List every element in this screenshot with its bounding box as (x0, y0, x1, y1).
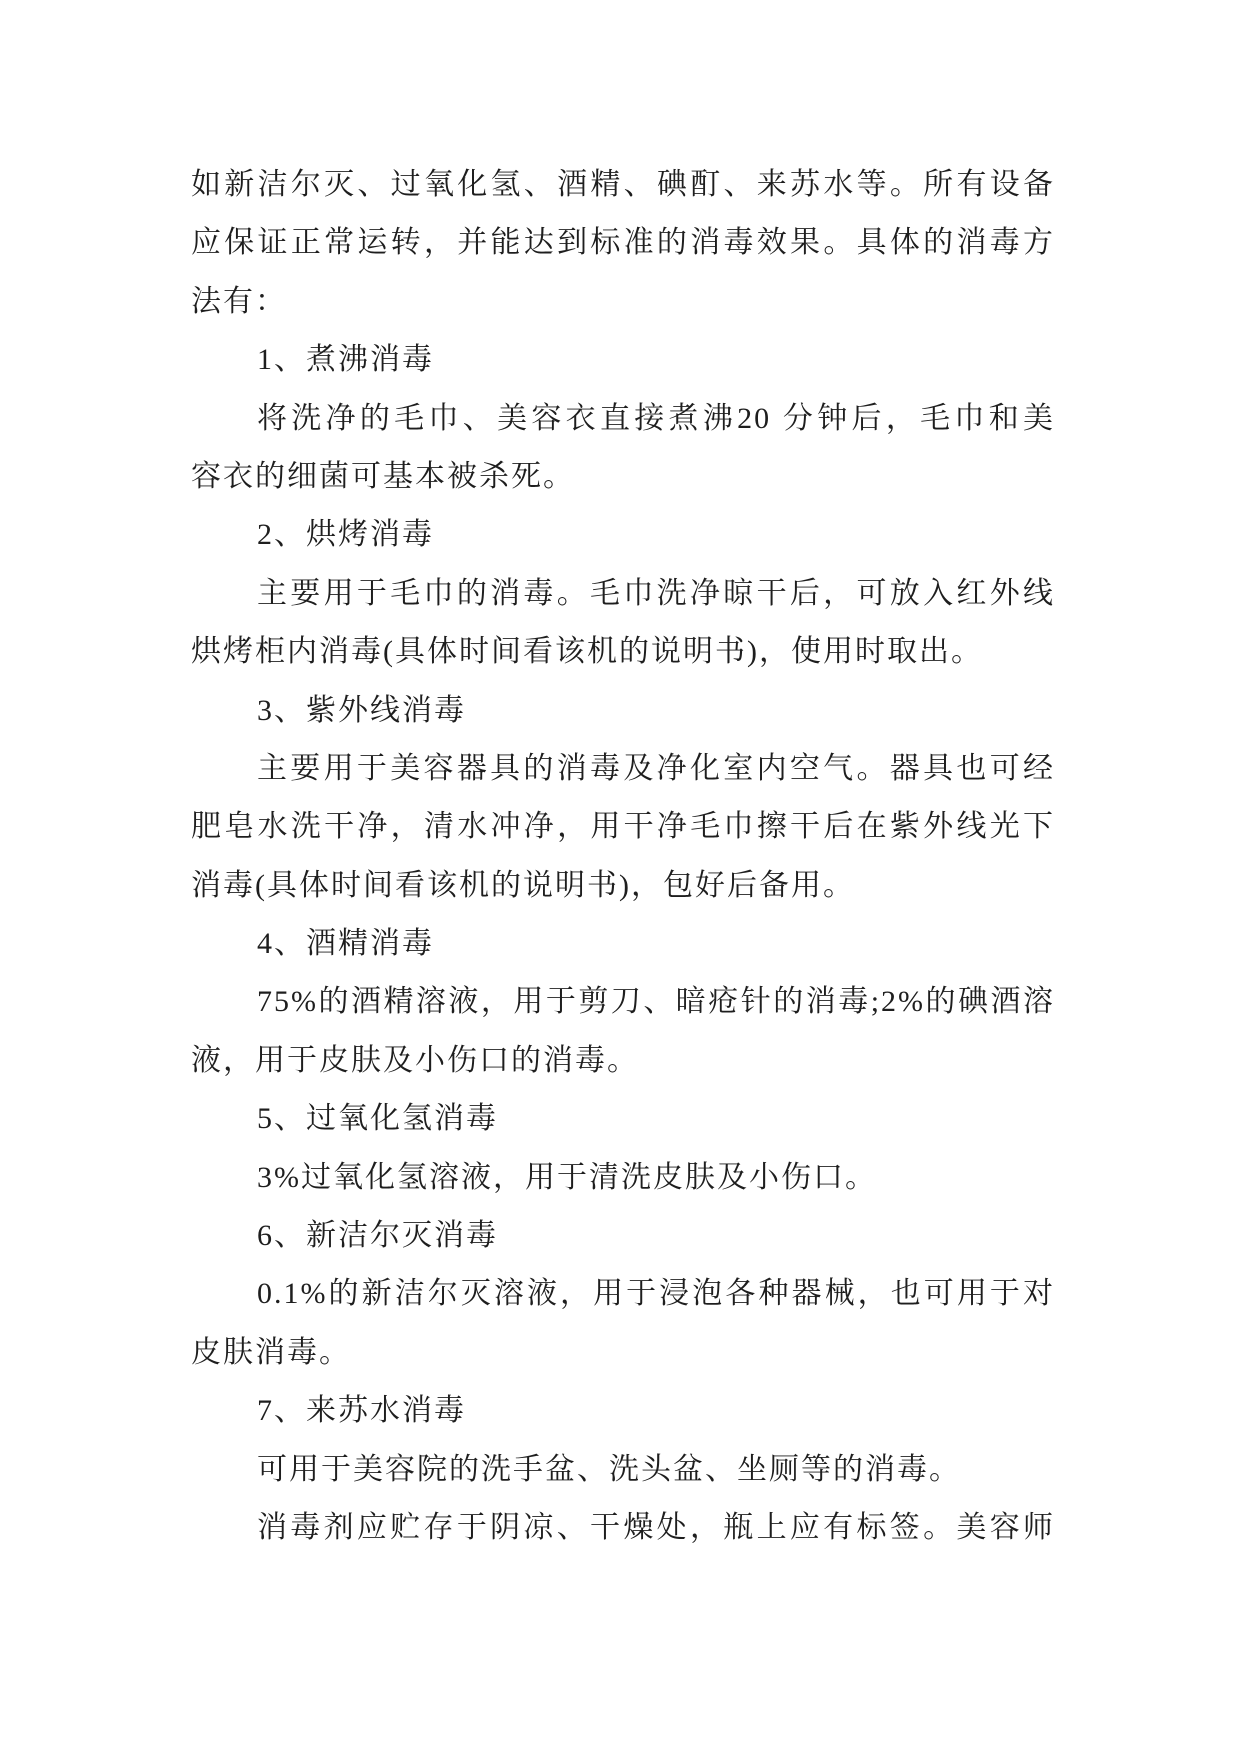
text-line: 0.1%的新洁尔灭溶液，用于浸泡各种器械，也可用于对 (257, 1277, 1055, 1311)
text-line: 肥皂水洗干净，清水冲净，用干净毛巾擦干后在紫外线光下 (191, 810, 1055, 844)
text-line: 将洗净的毛巾、美容衣直接煮沸20 分钟后，毛巾和美 (257, 401, 1055, 435)
section-heading (191, 1090, 1055, 1148)
text-line: 消毒剂应贮存于阴凉、干燥处，瓶上应有标签。美容师 (257, 1510, 1055, 1544)
text-line: 烘烤柜内消毒(具体时间看该机的说明书)，使用时取出。 (191, 635, 983, 669)
text-line: 容衣的细菌可基本被杀死。 (191, 459, 575, 493)
text-line: 6、新洁尔灭消毒 (257, 1219, 498, 1253)
body-paragraph (191, 390, 1055, 507)
text-line: 皮肤消毒。 (191, 1335, 351, 1369)
text-line: 应保证正常运转，并能达到标准的消毒效果。具体的消毒方 (191, 226, 1055, 260)
body-paragraph (191, 565, 1055, 682)
body-paragraph (191, 973, 1055, 1090)
text-line: 7、来苏水消毒 (257, 1394, 466, 1428)
section-heading (191, 1382, 1055, 1440)
document-body (191, 156, 1055, 1557)
body-paragraph (191, 1265, 1055, 1382)
text-line: 3、紫外线消毒 (257, 693, 466, 727)
text-line: 可用于美容院的洗手盆、洗头盆、坐厕等的消毒。 (257, 1452, 961, 1486)
text-line: 3%过氧化氢溶液，用于清洗皮肤及小伤口。 (257, 1160, 877, 1194)
text-line: 主要用于美容器具的消毒及净化室内空气。器具也可经 (257, 751, 1055, 785)
body-paragraph (191, 740, 1055, 915)
body-paragraph (191, 1499, 1055, 1557)
text-line: 5、过氧化氢消毒 (257, 1102, 498, 1136)
continued-paragraph (191, 156, 1055, 331)
text-line: 2、烘烤消毒 (257, 518, 434, 552)
text-line: 液，用于皮肤及小伤口的消毒。 (191, 1043, 639, 1077)
section-heading (191, 506, 1055, 564)
body-paragraph (191, 1441, 1055, 1499)
text-line: 如新洁尔灭、过氧化氢、酒精、碘酊、来苏水等。所有设备 (191, 168, 1055, 201)
section-heading (191, 1207, 1055, 1265)
body-paragraph (191, 1149, 1055, 1207)
section-heading (191, 915, 1055, 973)
text-line: 1、煮沸消毒 (257, 343, 434, 377)
text-line: 法有： (191, 284, 287, 318)
text-line: 4、酒精消毒 (257, 927, 434, 961)
text-line: 消毒(具体时间看该机的说明书)，包好后备用。 (191, 868, 855, 902)
text-line: 主要用于毛巾的消毒。毛巾洗净晾干后，可放入红外线 (257, 576, 1055, 610)
section-heading (191, 682, 1055, 740)
text-line: 75%的酒精溶液，用于剪刀、暗疮针的消毒;2%的碘酒溶 (257, 985, 1055, 1019)
section-heading (191, 331, 1055, 389)
